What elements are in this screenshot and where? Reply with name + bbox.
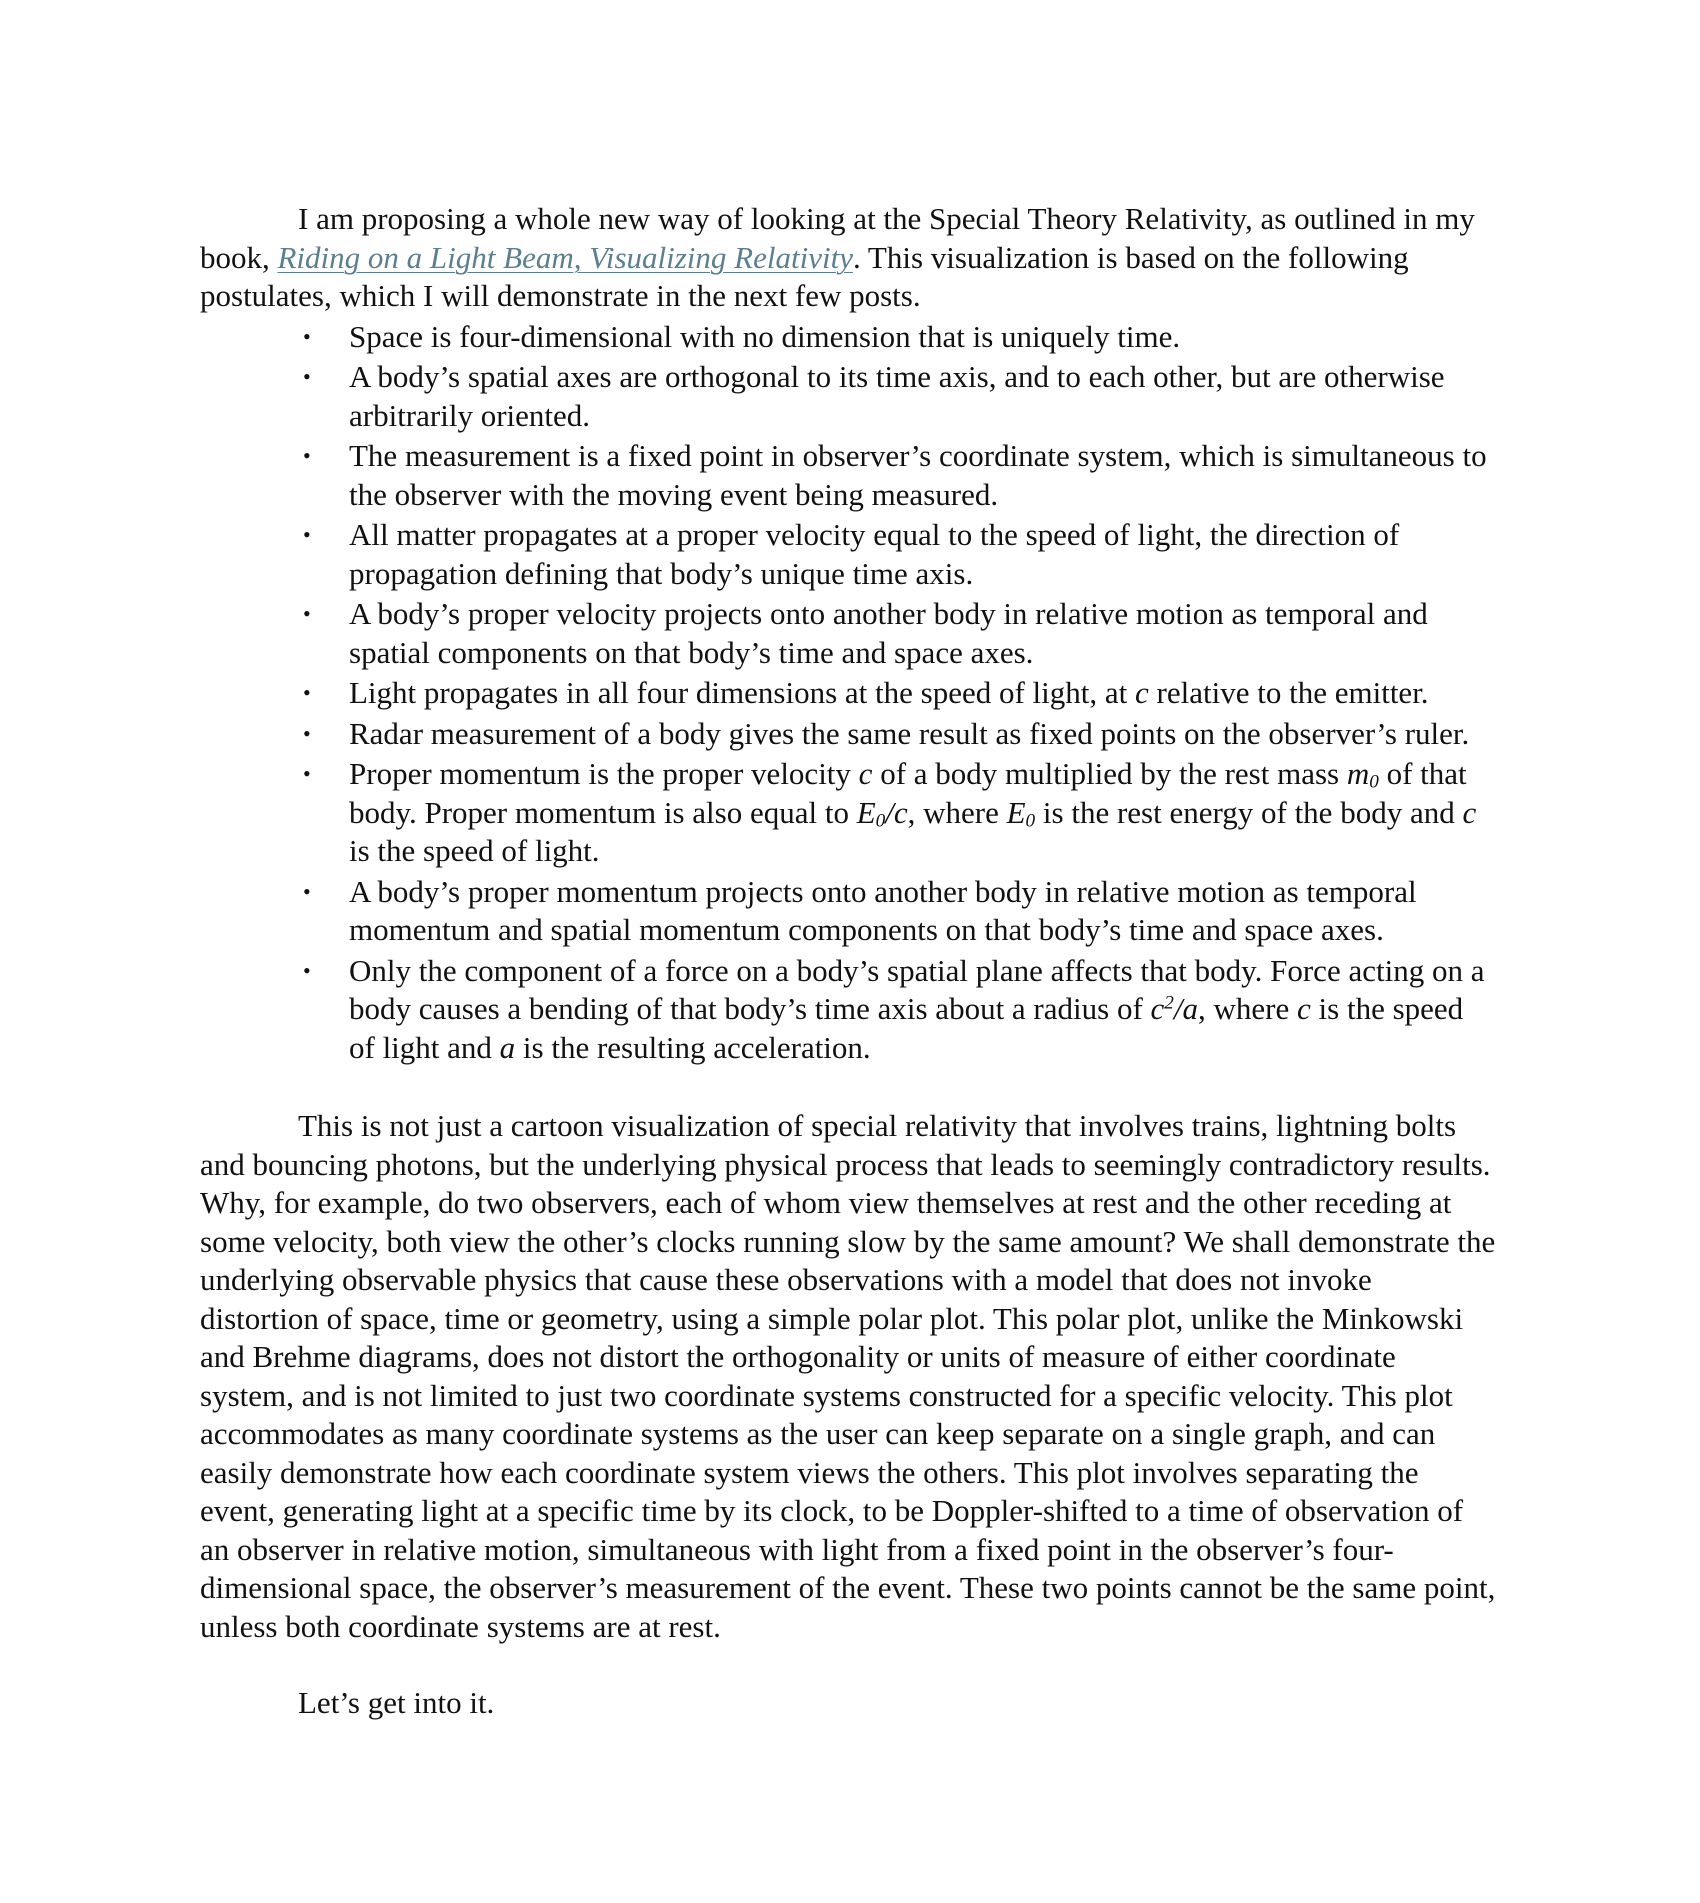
text-run: is the rest energy of the body and bbox=[1035, 794, 1463, 830]
closing-line: Let’s get into it. bbox=[298, 1685, 495, 1720]
math-subscript: 0 bbox=[1025, 809, 1036, 831]
postulates-list bbox=[200, 318, 1496, 1068]
math-char: m bbox=[1346, 756, 1370, 791]
postulate-text: Radar measurement of a body gives the same result as fixed points on the observer’s ruler. bbox=[349, 715, 1470, 751]
text-run: Proper momentum is the proper velocity bbox=[349, 756, 859, 791]
math-superscript: 2 bbox=[1164, 992, 1174, 1014]
math-char: /a bbox=[1173, 991, 1199, 1026]
text-run: is the speed of light. bbox=[349, 833, 600, 868]
bullet-icon: • bbox=[303, 720, 311, 746]
math-symbol: c bbox=[1297, 991, 1311, 1026]
postulate-item bbox=[200, 358, 1496, 435]
math-char: c bbox=[1150, 991, 1165, 1026]
bullet-icon: • bbox=[303, 601, 311, 626]
text-run: Light propagates in all four dimensions at the speed of light, at bbox=[349, 675, 1136, 710]
text-run: Only the component of a force on a body’s spatial plane affects that body. Force acting on a body causes a bending of that body’s time axis about a radius of bbox=[349, 952, 1485, 1026]
spacer bbox=[200, 1646, 1496, 1684]
intro-paragraph bbox=[200, 200, 1496, 316]
postulate-item bbox=[200, 437, 1496, 514]
book-title-link[interactable]: Riding on a Light Beam, Visualizing Relativity bbox=[277, 239, 853, 275]
postulate-item bbox=[200, 595, 1496, 672]
math-char: E bbox=[856, 794, 876, 830]
math-symbol bbox=[1347, 756, 1379, 791]
bullet-icon: • bbox=[303, 761, 311, 786]
math-symbol: c bbox=[1462, 794, 1477, 830]
intro-text-end: . This visualization is based on the following postulates, which I will demonstrate in the next few posts. bbox=[200, 239, 1409, 313]
text-run: is the resulting acceleration. bbox=[515, 1029, 871, 1065]
bullet-icon: • bbox=[303, 878, 311, 904]
math-symbol: c bbox=[1135, 675, 1149, 710]
body-paragraph: This is not just a cartoon visualization of special relativity that involves trains, lightning bolts and bouncing photons, but the underlying physical process that leads to seemingly contradictory results. Why, for example, do two observers, each of whom view themselves at rest and the other receding at some velocity, both view the other’s clocks running slow by the same amount? We shall demonstrate the underlying observable physics that cause these observations with a model that does not invoke distortion of space, time or geometry, using a simple polar plot. This polar plot, unlike the Minkowski and Brehme diagrams, does not distort the orthogonality or units of measure of either coordinate system, and is not limited to just two coordinate systems constructed for a specific velocity. This plot accommodates as many coordinate systems as the user can keep separate on a single graph, and can easily demonstrate how each coordinate system views the others. This plot involves separating the event, generating light at a specific time by its clock, to be Doppler-shifted to a time of observation of an observer in relative motion, simultaneous with light from a fixed point in the observer’s four-dimensional space, the observer’s measurement of the event. These two points cannot be the same point, unless both coordinate systems are at rest. bbox=[200, 1108, 1496, 1644]
bullet-icon: • bbox=[303, 323, 311, 349]
postulate-item bbox=[200, 952, 1496, 1068]
postulate-text: A body’s spatial axes are orthogonal to its time axis, and to each other, but are otherwise arbitrarily oriented. bbox=[349, 359, 1445, 433]
math-symbol: c bbox=[858, 756, 873, 791]
math-symbol bbox=[1151, 991, 1199, 1026]
intro-text-start: I am proposing a whole new way of looking at the Special Theory Relativity, as outlined in my book, bbox=[200, 201, 1475, 275]
postulate-text: Space is four-dimensional with no dimension that is uniquely time. bbox=[349, 318, 1181, 354]
bullet-icon: • bbox=[303, 364, 311, 389]
postulate-item bbox=[200, 715, 1496, 754]
math-char: E bbox=[1006, 794, 1026, 830]
text-run: is the speed of light and bbox=[349, 991, 1464, 1065]
math-subscript: 0 bbox=[875, 809, 886, 831]
document-page bbox=[200, 200, 1496, 1723]
postulate-text: All matter propagates at a proper velocity equal to the speed of light, the direction of propagation defining that body’s unique time axis. bbox=[349, 517, 1400, 591]
postulate-item bbox=[200, 318, 1496, 357]
postulate-text bbox=[349, 953, 1484, 1065]
math-char: /c bbox=[885, 794, 908, 830]
text-run: relative to the emitter. bbox=[1148, 675, 1429, 710]
math-symbol bbox=[857, 795, 908, 830]
postulate-text: A body’s proper momentum projects onto another body in relative motion as temporal momentum and spatial momentum components on that body’s time and space axes. bbox=[349, 873, 1417, 947]
postulate-text bbox=[349, 756, 1476, 868]
math-subscript: 0 bbox=[1369, 771, 1379, 793]
postulate-text: A body’s proper velocity projects onto another body in relative motion as temporal and spatial components on that body’s time and space axes. bbox=[349, 596, 1428, 670]
text-run: of a body multiplied by the rest mass bbox=[872, 756, 1347, 791]
text-run: , where bbox=[1198, 991, 1298, 1026]
postulate-item bbox=[200, 516, 1496, 593]
math-symbol bbox=[1007, 795, 1036, 830]
postulate-item bbox=[200, 674, 1496, 713]
postulate-item bbox=[200, 755, 1496, 871]
text-run: , where bbox=[907, 794, 1007, 830]
bullet-icon: • bbox=[303, 522, 311, 547]
bullet-icon: • bbox=[303, 680, 311, 705]
postulate-text bbox=[349, 675, 1429, 710]
text-run: of that body. Proper momentum is also equal to bbox=[349, 756, 1467, 830]
math-symbol: a bbox=[499, 1029, 516, 1065]
bullet-icon: • bbox=[303, 443, 311, 468]
postulate-text: The measurement is a fixed point in observer’s coordinate system, which is simultaneous to the observer with the moving event being measured. bbox=[349, 438, 1487, 512]
bullet-icon: • bbox=[303, 957, 311, 983]
spacer bbox=[200, 1069, 1496, 1107]
postulate-item bbox=[200, 873, 1496, 950]
